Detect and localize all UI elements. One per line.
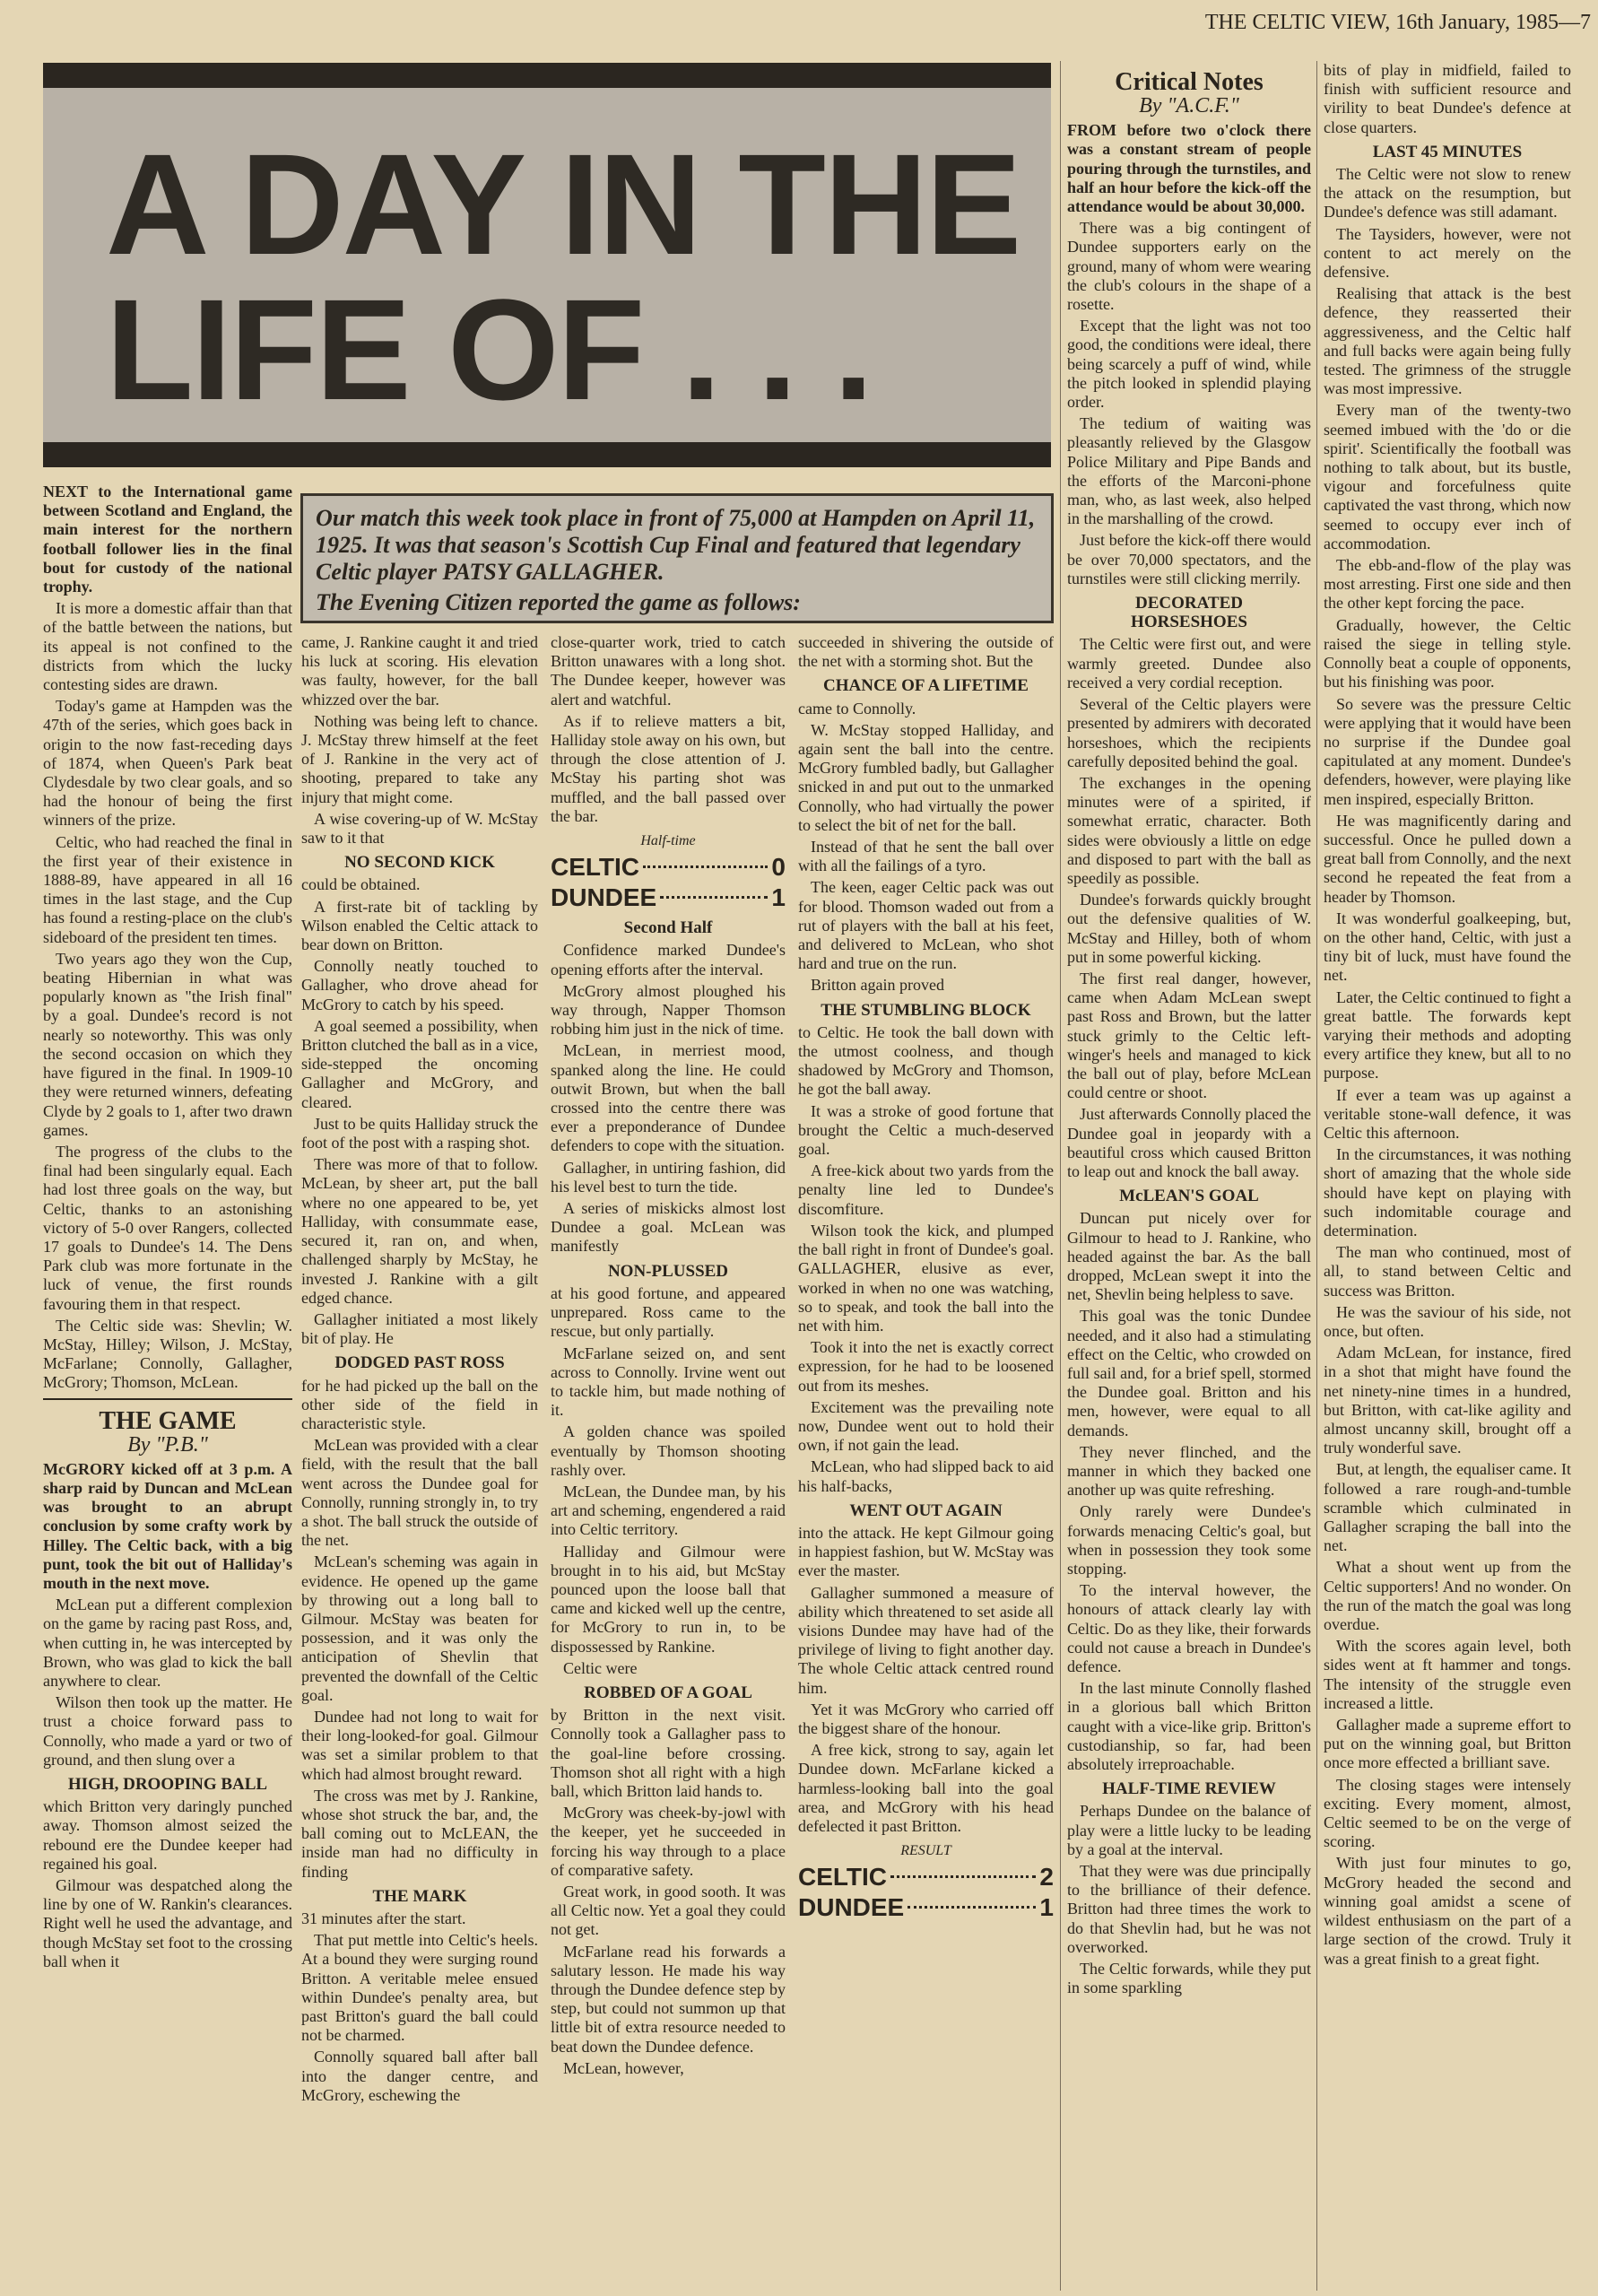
paragraph: That they were was due principally to the brilliance of their defence. Britton had three times the work to do that Shevlin had, but he was not overworked. <box>1067 1862 1311 1956</box>
paragraph: Dundee's forwards quickly brought out the defensive qualities of W. McStay and Hilley, both of whom put in some powerful kicking. <box>1067 891 1311 966</box>
paragraph: W. McStay stopped Halliday, and again sent the ball into the centre. McGrory fumbled badly, but Gallagher snicked in and put out to the unmarked Connolly, who had virtually the power to select the bit of net for the ball. <box>798 720 1054 834</box>
paragraph: McLean's scheming was again in evidence. He opened up the game by throwing out a long ball to Gilmour. McStay was beaten for possession, and it was only the anticipation of Shevlin that prevented the downfall of the Celtic goal. <box>301 1552 538 1704</box>
column-4 <box>798 633 1054 2291</box>
paragraph: Halliday and Gilmour were brought in to his aid, but McStay pounced upon the loose ball that came and kicked well up the centre, for McGrory to run in, to be dispossessed by Rankine. <box>551 1542 786 1656</box>
intro-text: Our match this week took place in front of 75,000 at Hampden on April 11, 1925. It was that season's Scottish Cup Final and featured that legendary Celtic player PATSY GALLAGHER. <box>316 505 1036 585</box>
section-title-the-game: THE GAME <box>99 1406 237 1435</box>
halftime-score-celtic <box>551 852 786 883</box>
paragraph: The Celtic forwards, while they put in some sparkling <box>1067 1960 1311 1997</box>
paragraph: McLean put a different complexion on the game by racing past Ross, and, when cutting in, he was intercepted by Brown, who was glad to kick the ball anywhere to clear. <box>43 1596 292 1690</box>
paragraph: In the last minute Connolly flashed in a glorious ball which Britton caught with a vice-like grip. Britton's custodianship, so far, had been absolutely irreproachable. <box>1067 1679 1311 1774</box>
paragraph: So severe was the pressure Celtic were applying that it would have been no surprise if the Dundee goal capitulated at any moment. Dundee's defenders, however, were playing like men inspired, especially Britton. <box>1324 694 1571 808</box>
paragraph: Gallagher summoned a measure of ability which threatened to set aside all visions Dundee may have had of the privilege of living to fight another day. The whole Celtic attack centred round him. <box>798 1583 1054 1697</box>
headline-bottom-rule <box>43 442 1051 467</box>
paragraph: But, at length, the equaliser came. It followed a rare rough-and-tumble scramble which culminated in Gallagher scraping the ball into the net. <box>1324 1460 1571 1555</box>
subheading: DECORATED <box>1135 594 1243 613</box>
subheading: NO SECOND KICK <box>344 853 495 873</box>
paragraph: Just afterwards Connolly placed the Dundee goal in jeopardy with a beautiful cross which caused Britton to leap out and knock the ball away. <box>1067 1105 1311 1180</box>
team-name: DUNDEE <box>551 883 657 912</box>
column-rule <box>1316 61 1317 2291</box>
paragraph: Took it into the net is exactly correct expression, for he had to be loosened out from its meshes. <box>798 1338 1054 1395</box>
paragraph: The exchanges in the opening minutes were of a spirited, if somewhat erratic, character. Both sides were obviously a little on edge and disposed to part with the ball as speedily as possible. <box>1067 773 1311 887</box>
result-score-celtic <box>798 1862 1054 1892</box>
paragraph: It is more a domestic affair than that of the battle between the nations, but its appeal is not confined to the districts from which the lucky contesting sides are drawn. <box>43 599 292 694</box>
paragraph: Realising that attack is the best defence, they reasserted their aggressiveness, and the Celtic half and full backs were again being fully tested. The grimness of the struggle was most impressive. <box>1324 284 1571 398</box>
paragraph: A goal seemed a possibility, when Britton clutched the ball as in a vice, side-stepped the oncoming Gallagher and McGrory, and cleared. <box>301 1016 538 1111</box>
paragraph: bits of play in midfield, failed to finish with sufficient resource and virility to beat Dundee's defence at close quarters. <box>1324 61 1571 136</box>
paragraph: A free kick, strong to say, again let Dundee down. McFarlane kicked a harmless-looking ball into the goal area, and McGrory with his head defelected it past Britton. <box>798 1741 1054 1835</box>
game-lead: McGRORY kicked off at 3 p.m. A sharp raid by Duncan and McLean was brought to an abrupt conclusion by some crafty work by Hilley. The Celtic back, with a big punt, took the bit out of Halliday's mouth in the next move. <box>43 1459 292 1592</box>
paragraph: A wise covering-up of W. McStay saw to it that <box>301 809 538 848</box>
paragraph: Dundee had not long to wait for their long-looked-for goal. Gilmour was set a similar problem to that which had almost brought reward. <box>301 1707 538 1783</box>
paragraph: could be obtained. <box>301 875 421 894</box>
article-lead: NEXT to the International game between Scotland and England, the main interest for the northern football follower lies in the final bout for custody of the national trophy. <box>43 483 292 596</box>
subheading: THE MARK <box>372 1886 467 1906</box>
headline-line-1: A DAY IN THE <box>106 124 1020 284</box>
paragraph: into the attack. He kept Gilmour going in happiest fashion, but W. McStay was ever the master. <box>798 1523 1054 1580</box>
paragraph: McGrory was cheek-by-jowl with the keeper, yet he succeeded in forcing his way through to a place of comparative safety. <box>551 1804 786 1879</box>
paragraph: The progress of the clubs to the final had been singularly equal. Each had lost three goals on the way, but Celtic, thanks to an astonishing victory of 5-0 over Rangers, collected 17 goals to Dundee's 14. The Dens Park club was more fortunate in the luck of venue, the first rounds favouring them in that respect. <box>43 1142 292 1313</box>
subheading: HIGH, DROOPING BALL <box>67 1775 268 1794</box>
intro-box <box>300 493 1054 623</box>
byline: By "A.C.F." <box>1139 94 1239 117</box>
paragraph: Britton again proved <box>811 976 944 995</box>
team-score: 0 <box>771 853 786 882</box>
byline: By "P.B." <box>127 1432 208 1457</box>
paragraph: The Celtic were not slow to renew the attack on the resumption, but Dundee's defence was still adamant. <box>1324 165 1571 222</box>
page-header: THE CELTIC VIEW, 16th January, 1985—7 <box>1204 11 1591 34</box>
paragraph: at his good fortune, and appeared unprepared. Ross came to the rescue, but only partially. <box>551 1283 786 1341</box>
paragraph: Celtic, who had reached the final in the first year of their existence in 1888-89, have appeared in all 16 times in the last stage, and the Cup has found a resting-place on the club's sideboard of the president ten times. <box>43 832 292 946</box>
column-5 <box>1067 61 1311 2291</box>
subheading: ROBBED OF A GOAL <box>584 1683 752 1702</box>
result-label: RESULT <box>900 1843 951 1859</box>
paragraph: McLean, in merriest mood, spanked along the line. He could outwit Brown, but when the ball crossed into the centre there was ever a preponderance of Dundee defenders to cope with the situation. <box>551 1041 786 1155</box>
column-3 <box>551 633 786 2291</box>
paragraph: He was the saviour of his side, not once, but often. <box>1324 1302 1571 1340</box>
team-score: 2 <box>1039 1863 1054 1892</box>
paragraph: McLean, the Dundee man, by his art and scheming, engendered a raid into Celtic territory. <box>551 1482 786 1539</box>
paragraph: A free-kick about two yards from the penalty line led to Dundee's discomfiture. <box>798 1161 1054 1218</box>
paragraph: Only rarely were Dundee's forwards menacing Celtic's goal, but when in possession they took some stopping. <box>1067 1502 1311 1578</box>
paragraph: Wilson took the kick, and plumped the ball right in front of Dundee's goal. GALLAGHER, elusive as ever, worked in when no one was watching, so to speak, and took the ball into the net with him. <box>798 1221 1054 1335</box>
headline-panel <box>43 88 1051 442</box>
paragraph: to Celtic. He took the ball down with the utmost coolness, and though shadowed by McGrory and Thomson, he got the ball away. <box>798 1022 1054 1099</box>
paragraph: Confidence marked Dundee's opening efforts after the interval. <box>551 941 786 978</box>
subheading: DODGED PAST ROSS <box>334 1353 505 1373</box>
paragraph: McLean was provided with a clear field, with the result that the ball went across the Dundee goal for Connolly, running strongly in, to try a shot. The ball struck the outside of the net. <box>301 1436 538 1550</box>
paragraph: The first real danger, however, came when Adam McLean swept past Ross and Brown, but the latter stuck grimly to the Celtic left-winger's heels and managed to kick the ball out of play, before McLean could centre or shoot. <box>1067 969 1311 1102</box>
paragraph: The Celtic side was: Shevlin; W. McStay, Hilley; Wilson, J. McStay, McFarlane; Connolly, Gallagher, McGrory; Thomson, McLean. <box>43 1316 292 1392</box>
paragraph: In the circumstances, it was nothing short of amazing that the whole side should have kept on playing with such indomitable courage and determination. <box>1324 1145 1571 1239</box>
paragraph: Yet it was McGrory who carried off the biggest share of the honour. <box>798 1700 1054 1737</box>
paragraph: 31 minutes after the start. <box>301 1909 466 1927</box>
paragraph: Several of the Celtic players were presented by admirers with decorated horseshoes, which the recipients carefully deposited behind the goal. <box>1067 695 1311 770</box>
team-name: DUNDEE <box>798 1893 905 1922</box>
paragraph: came to Connolly. <box>798 699 916 718</box>
paragraph: What a shout went up from the Celtic supporters! And no wonder. On the run of the match the goal was long overdue. <box>1324 1558 1571 1634</box>
paragraph: Great work, in good sooth. It was all Celtic now. Yet a goal they could not get. <box>551 1882 786 1939</box>
paragraph: The tedium of waiting was pleasantly relieved by the Glasgow Police Military and Pipe Bands and the efforts of the Marconi-phone man, who, as last week, also helped in the marshalling of the crowd. <box>1067 414 1311 528</box>
subheading: HALF-TIME REVIEW <box>1102 1779 1276 1799</box>
paragraph: If ever a team was up against a veritable stone-wall defence, it was Celtic this afternoon. <box>1324 1085 1571 1142</box>
paragraph: Nothing was being left to chance. J. McStay threw himself at the feet of J. Rankine in the very act of shooting, prepared to take any injury that might come. <box>301 711 538 806</box>
dot-leader <box>660 896 768 899</box>
paragraph: McGrory almost ploughed his way through, Napper Thomson robbing him just in the nick of time. <box>551 981 786 1039</box>
paragraph: There was more of that to follow. McLean, by sheer art, put the ball where no one appeared to be, yet Halliday, with consummate ease, secured it, ran on, and when, challenged sharply by McStay, he invested J. Rankine with a gilt edged chance. <box>301 1155 538 1307</box>
paragraph: McFarlane read his forwards a salutary lesson. He made his way through the Dundee defence step by step, but could not summon up that little bit of extra resource needed to beat down the Dundee defence. <box>551 1942 786 2056</box>
column-6 <box>1324 61 1571 2291</box>
paragraph: Gradually, however, the Celtic raised the siege in telling style. Connolly beat a couple of opponents, but his finishing was poor. <box>1324 615 1571 691</box>
paragraph: The ebb-and-flow of the play was most arresting. First one side and then the other kept forcing the pace. <box>1324 556 1571 613</box>
paragraph: The Celtic were first out, and were warmly greeted. Dundee also received a very cordial reception. <box>1067 635 1311 691</box>
subheading: HORSESHOES <box>1131 613 1247 632</box>
paragraph: Adam McLean, for instance, fired in a shot that might have found the net ninety-nine times in a hundred, but Britton, with cat-like agility and almost uncanny skill, brought off a truly wonderful save. <box>1324 1344 1571 1457</box>
paragraph: Two years ago they won the Cup, beating Hibernian in what was popularly known as "the Irish final" by a goal. Dundee's record is not nearly so noteworthy. This was only the second occasion on which they have figured in the final. In 1909-10 they were returned winners, defeating Clyde by 2 goals to 1, after two drawn games. <box>43 949 292 1139</box>
paragraph: Connolly squared ball after ball into the danger centre, and McGrory, eschewing the <box>301 2048 538 2104</box>
intro-source: The Evening Citizen reported the game as follows: <box>316 589 801 615</box>
paragraph: The man who continued, most of all, to stand between Celtic and success was Britton. <box>1324 1243 1571 1300</box>
paragraph: Gallagher initiated a most likely bit of play. He <box>301 1309 538 1348</box>
subheading: THE STUMBLING BLOCK <box>821 1000 1031 1020</box>
paragraph: They never flinched, and the manner in which they backed one another up was quite refreshing. <box>1067 1442 1311 1500</box>
headline-line-2: LIFE OF . . . <box>106 269 872 430</box>
paragraph: The cross was met by J. Rankine, whose shot struck the bar, and, the ball coming out to McLEAN, the inside man had no difficulty in finding <box>301 1786 538 1881</box>
paragraph: Excitement was the prevailing note now, Dundee went out to hold their own, if not gain the lead. <box>798 1397 1054 1455</box>
paragraph: That put mettle into Celtic's heels. At a bound they were surging round Britton. A veritable melee ensued within Dundee's penalty area, but past Britton's guard the ball could not be charmed. <box>301 1931 538 2045</box>
column-rule <box>1060 61 1061 2291</box>
paragraph: by Britton in the next visit. Connolly took a Gallagher pass to the goal-line before crossing. Thomson shot all right with a high ball, which Britton laid hands to. <box>551 1706 786 1800</box>
paragraph: for he had picked up the ball on the other side of the field in characteristic style. <box>301 1376 538 1432</box>
paragraph: Just to be quits Halliday struck the foot of the post with a rasping shot. <box>301 1114 538 1152</box>
paragraph: Gallagher made a supreme effort to put on the winning goal, but Britton once more effected a brilliant save. <box>1324 1716 1571 1772</box>
subheading: CHANCE OF A LIFETIME <box>823 676 1029 696</box>
paragraph: Instead of that he sent the ball over with all the failings of a tyro. <box>798 838 1054 875</box>
halftime-score-dundee <box>551 883 786 913</box>
subheading: LAST 45 MINUTES <box>1372 142 1523 161</box>
column-2 <box>301 633 538 2291</box>
subheading: NON-PLUSSED <box>607 1261 729 1281</box>
team-name: CELTIC <box>551 853 640 882</box>
section-rule <box>43 1398 292 1400</box>
paragraph: With the scores again level, both sides went at ft hammer and tongs. The intensity of the struggle even increased a little. <box>1324 1637 1571 1712</box>
paragraph: Connolly neatly touched to Gallagher, who drove ahead for McGrory to catch by his speed. <box>301 957 538 1013</box>
subheading: Second Half <box>623 918 713 938</box>
paragraph: Duncan put nicely over for Gilmour to head to J. Rankine, who headed against the bar. As the ball dropped, McLean swept it into the net, Shevlin being helpless to save. <box>1067 1209 1311 1304</box>
paragraph: McFarlane seized on, and sent across to Connolly. Irvine went out to tackle him, but made nothing of it. <box>551 1344 786 1420</box>
headline-top-rule <box>43 63 1051 88</box>
column-1 <box>43 483 292 2290</box>
paragraph: Just before the kick-off there would be over 70,000 spectators, and the turnstiles were still clicking merrily. <box>1067 531 1311 587</box>
paragraph: The keen, eager Celtic pack was out for blood. Thomson waded out from a rut of players with the ball at his feet, and delivered to McLean, who shot hard and true on the run. <box>798 878 1054 973</box>
paragraph: Gallagher, in untiring fashion, did his level best to turn the tide. <box>551 1158 786 1196</box>
team-name: CELTIC <box>798 1863 888 1892</box>
paragraph: Later, the Celtic continued to fight a great battle. The forwards kept varying their methods and adopting every artifice they knew, but all to no purpose. <box>1324 987 1571 1083</box>
dot-leader <box>908 1906 1036 1909</box>
paragraph: McLean, however, <box>563 2058 684 2077</box>
paragraph: McLean, who had slipped back to aid his half-backs, <box>798 1457 1054 1495</box>
halftime-label: Half-time <box>640 833 696 849</box>
section-title-critical-notes: Critical Notes <box>1115 68 1264 96</box>
paragraph: It was wonderful goalkeeping, but, on the other hand, Celtic, with just a tiny bit of luck, must have found the net. <box>1324 909 1571 985</box>
subheading: McLEAN'S GOAL <box>1119 1187 1259 1206</box>
paragraph: There was a big contingent of Dundee supporters early on the ground, many of whom were wearing the club's colours in the shape of a rosette. <box>1067 219 1311 314</box>
paragraph: Every man of the twenty-two seemed imbued with the 'do or die spirit'. Scientifically the football was nothing to talk about, but its bustle, vigour and forcefulness quite captivated the vast throng, which now seemed to occupy ever inch of accommodation. <box>1324 401 1571 552</box>
paragraph: which Britton very daringly punched away. Thomson almost seized the rebound ere the Dundee keeper had regained his goal. <box>43 1797 292 1873</box>
paragraph: The Taysiders, however, were not content to act merely on the defensive. <box>1324 224 1571 282</box>
paragraph: With just four minutes to go, McGrory headed the second and winning goal amidst a scene of wildest enthusiasm on the part of a large section of the crowd. Truly it was a great finish to a great fight. <box>1324 1854 1571 1968</box>
paragraph: Today's game at Hampden was the 47th of the series, which goes back in origin to the now fast-receding days of 1874, when Queen's Park beat Clydesdale by two clear goals, and so had the honour of being the first winners of the prize. <box>43 697 292 830</box>
paragraph: A golden chance was spoiled eventually by Thomson shooting rashly over. <box>551 1422 786 1479</box>
paragraph: close-quarter work, tried to catch Britton unawares with a long shot. The Dundee keeper, however was alert and watchful. <box>551 633 786 709</box>
paragraph: It was a stroke of good fortune that brought the Celtic a much-deserved goal. <box>798 1101 1054 1159</box>
paragraph: A series of miskicks almost lost Dundee a goal. McLean was manifestly <box>551 1199 786 1256</box>
paragraph: To the interval however, the honours of attack clearly lay with Celtic. Do as they like, their forwards could not cause a breach in Dundee's defence. <box>1067 1581 1311 1676</box>
paragraph: He was magnificently daring and successful. Once he pulled down a great ball from Connolly, and the next second he repeated the feat from a header by Thomson. <box>1324 811 1571 906</box>
result-score-dundee <box>798 1892 1054 1923</box>
dot-leader <box>890 1875 1036 1878</box>
paragraph: came, J. Rankine caught it and tried his luck at scoring. His elevation was faulty, however, for the ball whizzed over the bar. <box>301 633 538 709</box>
paragraph: Perhaps Dundee on the balance of play were a little lucky to be leading by a goal at the interval. <box>1067 1802 1311 1858</box>
critical-notes-lead: FROM before two o'clock there was a constant stream of people pouring through the turnstiles, and half an hour before the kick-off the attendance would be about 30,000. <box>1067 121 1311 216</box>
paragraph: succeeded in shivering the outside of the net with a storming shot. But the <box>798 633 1054 671</box>
paragraph: Except that the light was not too good, the conditions were ideal, there being scarcely a puff of wind, while the pitch looked in splendid playing order. <box>1067 317 1311 412</box>
paragraph: Wilson then took up the matter. He trust a choice forward pass to Connolly, who made a yard or two of ground, and then slung over a <box>43 1693 292 1769</box>
paragraph: The closing stages were intensely exciting. Every moment, almost, Celtic seemed to be on the verge of scoring. <box>1324 1775 1571 1851</box>
paragraph: As if to relieve matters a bit, Halliday stole away on his own, but through the close attention of J. McStay his parting shot was muffled, and the ball passed over the bar. <box>551 711 786 825</box>
subheading: WENT OUT AGAIN <box>849 1500 1003 1520</box>
team-score: 1 <box>771 883 786 912</box>
team-score: 1 <box>1039 1893 1054 1922</box>
dot-leader <box>643 865 768 868</box>
paragraph: Celtic were <box>563 1658 638 1677</box>
paragraph: This goal was the tonic Dundee needed, and it also had a stimulating effect on the Celtic, who crowded on full sail and, for a brief spell, stormed the Dundee goal. Britton and his men, however, were equal to all demands. <box>1067 1307 1311 1439</box>
paragraph: Gilmour was despatched along the line by one of W. Rankin's clearances. Right well he used the advantage, and though McStay set foot to the crossing ball when it <box>43 1876 292 1970</box>
paragraph: A first-rate bit of tackling by Wilson enabled the Celtic attack to bear down on Britton. <box>301 897 538 954</box>
